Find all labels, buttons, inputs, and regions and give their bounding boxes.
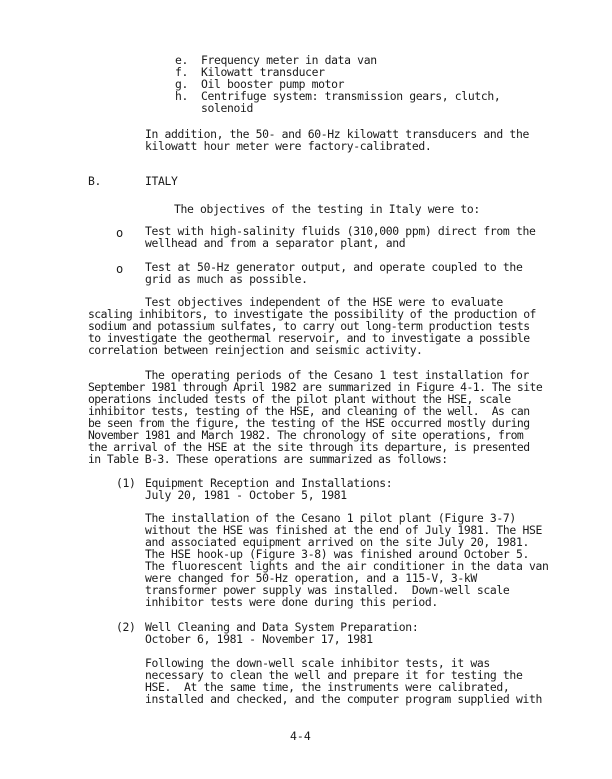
paragraph-line: scaling inhibitors, to investigate the possibility of the production of [88,307,536,321]
paragraph-line: inhibitor tests, testing of the HSE, and cleaning of the well. As can [88,404,530,418]
subsection-body-line: inhibitor tests were done during this period. [145,595,438,609]
subsection-body-line: were changed for 50-Hz operation, and a 115-V, 3-kW [145,571,477,585]
bullet-symbol: o [116,262,124,276]
objectives-intro: The objectives of the testing in Italy were to: [174,202,480,216]
bullet-line: wellhead and from a separator plant, and [145,236,406,250]
paragraph-line: to investigate the geothermal reservoir, and to investigate a possible [88,331,530,345]
subsection-body-line: and associated equipment arrived on the site July 20, 1981. [145,535,529,549]
subsection-body-line: The installation of the Cesano 1 pilot plant (Figure 3-7) [145,511,516,525]
list-marker-e: e. [175,53,189,67]
list-item-h-line: Centrifuge system: transmission gears, clutch, [201,89,501,103]
subsection-body-line: installed and checked, and the computer program supplied with [145,692,542,706]
section-letter: B. [88,174,102,188]
paragraph-line: November 1981 and March 1982. The chronology of site operations, from [88,428,524,442]
list-item-h-line: solenoid [201,101,254,115]
subsection-dates: July 20, 1981 - October 5, 1981 [145,488,347,502]
subsection-number: (1) [116,476,136,490]
subsection-body-line: The fluorescent lights and the air conditioner in the data van [145,559,549,573]
subsection-title: Well Cleaning and Data System Preparation: [145,620,419,634]
bullet-line: Test with high-salinity fluids (310,000 ppm) direct from the [145,224,536,238]
paragraph-line: in Table B-3. These operations are summarized as follows: [88,452,448,466]
subsection-title: Equipment Reception and Installations: [145,476,393,490]
subsection-body-line: without the HSE was finished at the end of July 1981. The HSE [145,523,542,537]
paragraph-line: be seen from the figure, the testing of the HSE occurred mostly during [88,416,530,430]
subsection-body-line: HSE. At the same time, the instruments were calibrated, [145,680,510,694]
paragraph-line: The operating periods of the Cesano 1 test installation for [145,368,529,382]
subsection-body-line: necessary to clean the well and prepare it for testing the [145,668,523,682]
paragraph-line: Test objectives independent of the HSE were to evaluate [145,295,503,309]
paragraph-line: correlation between reinjection and seismic activity. [88,343,423,357]
subsection-body-line: The HSE hook-up (Figure 3-8) was finished around October 5. [145,547,529,561]
list-marker-f: f. [175,65,189,79]
list-item-g: Oil booster pump motor [201,77,345,91]
list-marker-h: h. [175,89,189,103]
subsection-dates: October 6, 1981 - November 17, 1981 [145,632,373,646]
paragraph-line: sodium and potassium sulfates, to carry out long-term production tests [88,319,530,333]
page-number: 4-4 [290,729,311,743]
paragraph-line: operations included tests of the pilot plant without the HSE, scale [88,392,511,406]
subsection-body-line: transformer power supply was installed. Down-well scale [145,583,510,597]
bullet-symbol: o [116,226,124,240]
bullet-line: grid as much as possible. [145,272,308,286]
paragraph-line: kilowatt hour meter were factory-calibrated. [145,139,432,153]
paragraph-line: September 1981 through April 1982 are summarized in Figure 4-1. The site [88,380,543,394]
section-title: ITALY [145,174,178,188]
bullet-line: Test at 50-Hz generator output, and operate coupled to the [145,260,523,274]
subsection-body-line: Following the down-well scale inhibitor tests, it was [145,656,490,670]
paragraph-line: the arrival of the HSE at the site through its departure, is presented [88,440,530,454]
list-item-e: Frequency meter in data van [201,53,377,67]
paragraph-line: In addition, the 50- and 60-Hz kilowatt transducers and the [145,127,529,141]
list-marker-g: g. [175,77,189,91]
list-item-f: Kilowatt transducer [201,65,325,79]
subsection-number: (2) [116,620,136,634]
